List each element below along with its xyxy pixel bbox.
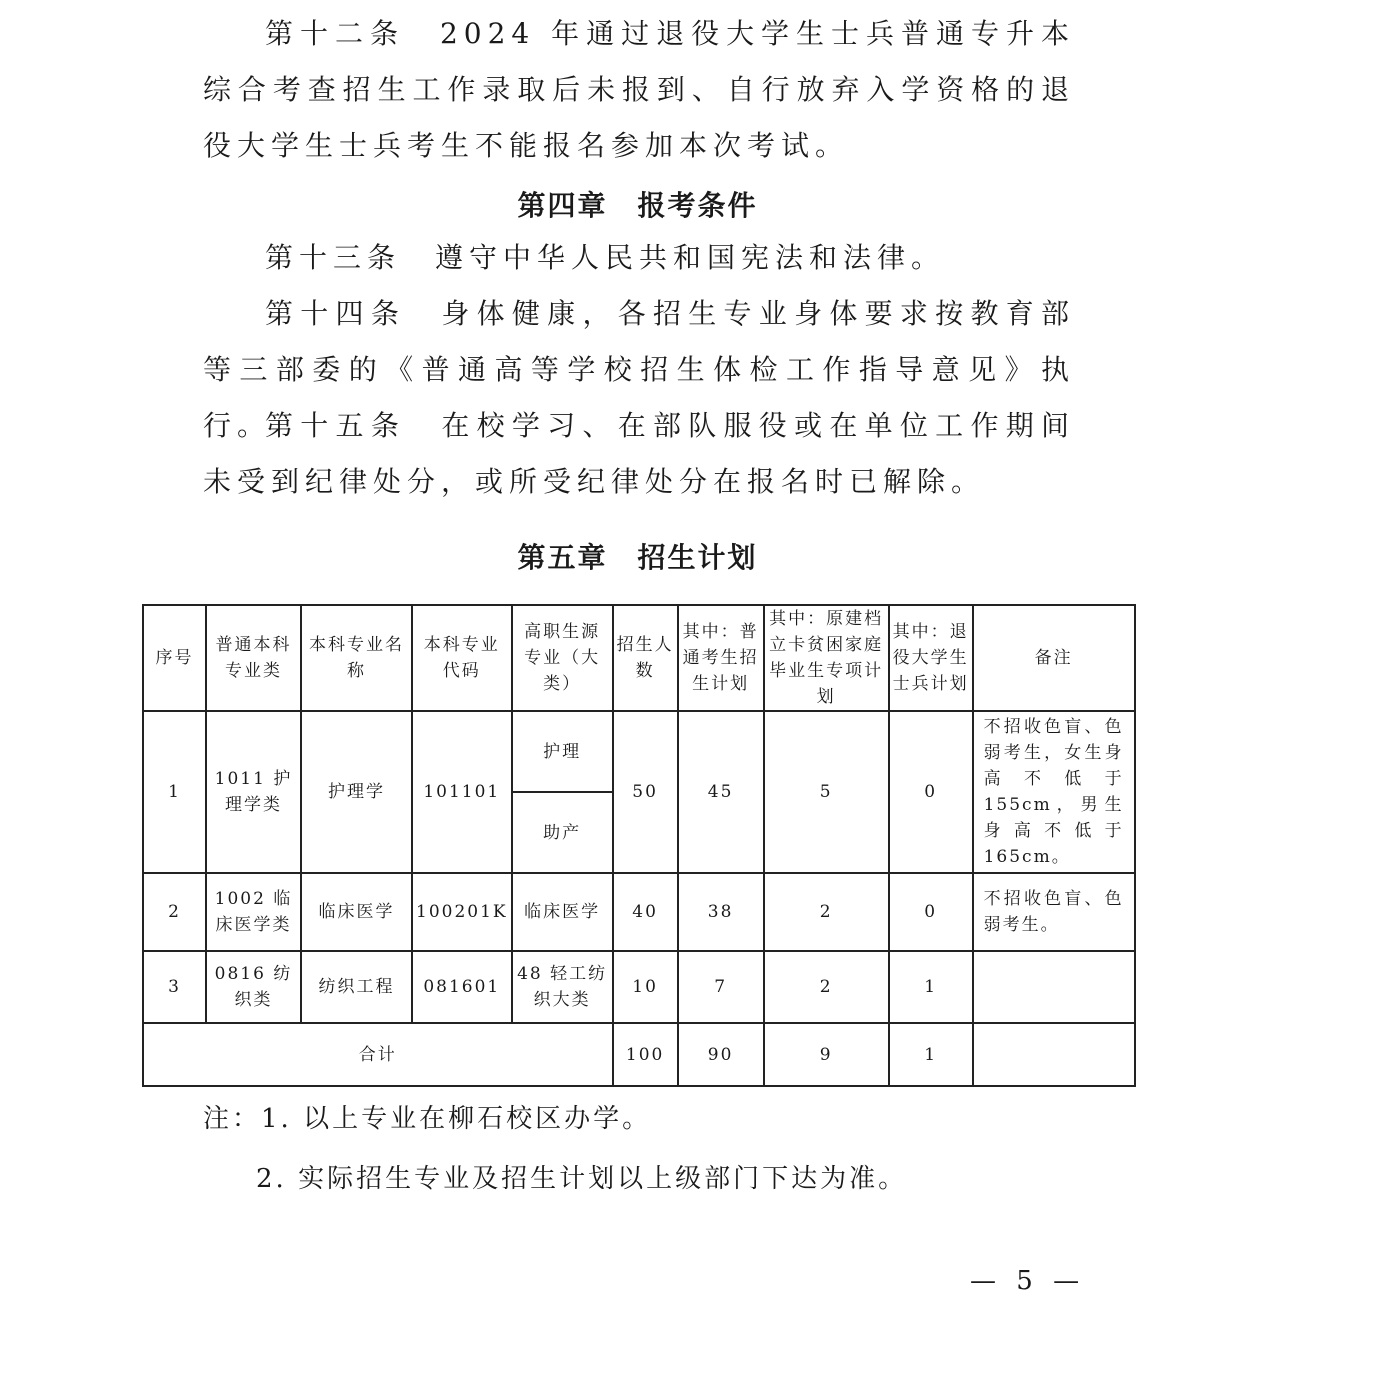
table-row xyxy=(143,951,1135,1023)
row1-poverty-plan: 5 xyxy=(764,711,889,873)
row2-enroll-count: 40 xyxy=(613,873,678,951)
article-13: 第十三条 遵守中华人民共和国宪法和法律。 xyxy=(265,241,946,274)
table-row xyxy=(143,711,1135,792)
row1-category: 1011 护理学类 xyxy=(206,711,301,873)
row3-poverty-plan: 2 xyxy=(764,951,889,1023)
article-14: 第十四条 身体健康，各招生专业身体要求按教育部等三部委的《普通高等学校招生体检工作指导意见》执行。 xyxy=(203,297,1075,442)
table-total-row xyxy=(143,1023,1135,1086)
row1-seq: 1 xyxy=(143,711,206,873)
header-enroll-count: 招生人数 xyxy=(613,605,678,711)
article-12: 第十二条 2024 年通过退役大学生士兵普通专升本综合考查招生工作录取后未报到、自行放弃入学资格的退役大学生士兵考生不能报名参加本次考试。 xyxy=(203,17,1075,162)
row2-category: 1002 临床医学类 xyxy=(206,873,301,951)
article-15: 第十五条 在校学习、在部队服役或在单位工作期间未受到纪律处分，或所受纪律处分在报名时已解除。 xyxy=(203,409,1075,498)
row3-source-major: 48 轻工纺织大类 xyxy=(512,951,613,1023)
chapter-4-title: 第四章 报考条件 xyxy=(517,189,758,222)
row2-remarks: 不招收色盲、色弱考生。 xyxy=(973,873,1135,951)
note-2: 2. 实际招生专业及招生计划以上级部门下达为准。 xyxy=(256,1164,908,1194)
row1-general-plan: 45 xyxy=(678,711,764,873)
header-veteran-plan: 其中：退役大学生士兵计划 xyxy=(889,605,973,711)
row1-enroll-count: 50 xyxy=(613,711,678,873)
row3-general-plan: 7 xyxy=(678,951,764,1023)
table-row xyxy=(143,873,1135,951)
row2-veteran-plan: 0 xyxy=(889,873,973,951)
header-major-code: 本科专业代码 xyxy=(412,605,512,711)
row3-category: 0816 纺织类 xyxy=(206,951,301,1023)
row3-seq: 3 xyxy=(143,951,206,1023)
total-enroll-count: 100 xyxy=(613,1023,678,1086)
row3-remarks xyxy=(973,951,1135,1023)
row3-major-code: 081601 xyxy=(412,951,512,1023)
row2-major-code: 100201K xyxy=(412,873,512,951)
total-remarks xyxy=(973,1023,1135,1086)
enrollment-plan-table xyxy=(142,604,1136,1087)
header-general-plan: 其中：普通考生招生计划 xyxy=(678,605,764,711)
total-label: 合计 xyxy=(143,1023,613,1086)
header-poverty-plan: 其中：原建档立卡贫困家庭毕业生专项计划 xyxy=(764,605,889,711)
total-poverty-plan: 9 xyxy=(764,1023,889,1086)
row1-major-name: 护理学 xyxy=(301,711,412,873)
row1-source-major-b: 助产 xyxy=(512,792,613,873)
header-major-name: 本科专业名称 xyxy=(301,605,412,711)
row2-seq: 2 xyxy=(143,873,206,951)
row3-enroll-count: 10 xyxy=(613,951,678,1023)
row3-major-name: 纺织工程 xyxy=(301,951,412,1023)
row2-source-major: 临床医学 xyxy=(512,873,613,951)
row1-major-code: 101101 xyxy=(412,711,512,873)
header-remarks: 备注 xyxy=(973,605,1135,711)
page-number: — 5 — xyxy=(970,1266,1086,1296)
total-general-plan: 90 xyxy=(678,1023,764,1086)
chapter-5-title: 第五章 招生计划 xyxy=(517,541,758,574)
row2-general-plan: 38 xyxy=(678,873,764,951)
note-1: 注：1. 以上专业在柳石校区办学。 xyxy=(203,1104,652,1134)
header-category: 普通本科专业类 xyxy=(206,605,301,711)
row1-source-major-a: 护理 xyxy=(512,711,613,792)
total-veteran-plan: 1 xyxy=(889,1023,973,1086)
row2-poverty-plan: 2 xyxy=(764,873,889,951)
row1-veteran-plan: 0 xyxy=(889,711,973,873)
table-header-row xyxy=(143,605,1135,711)
row2-major-name: 临床医学 xyxy=(301,873,412,951)
row1-remarks: 不招收色盲、色弱考生，女生身高不低于155cm，男生身高不低于165cm。 xyxy=(973,711,1135,873)
row3-veteran-plan: 1 xyxy=(889,951,973,1023)
header-seq: 序号 xyxy=(143,605,206,711)
header-source-major: 高职生源专业（大类） xyxy=(512,605,613,711)
